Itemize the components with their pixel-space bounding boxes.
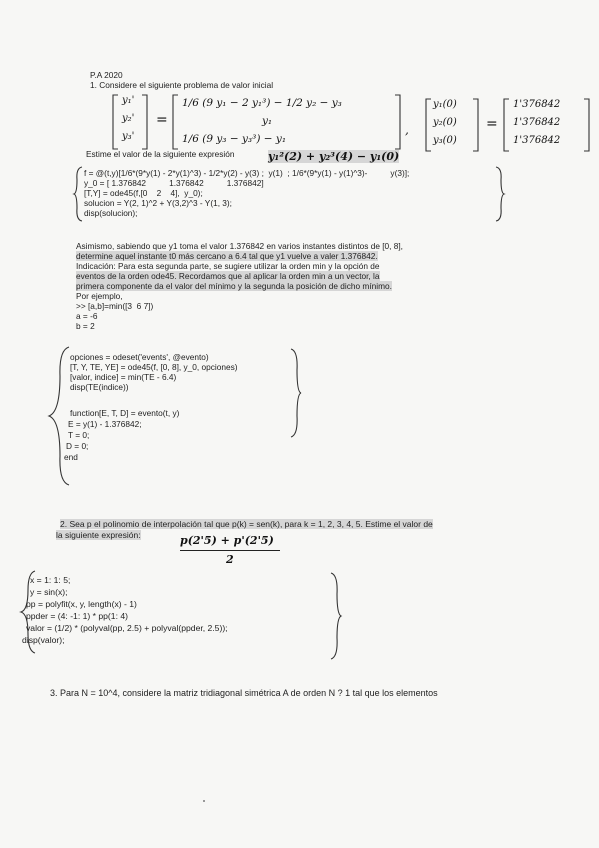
ic-lhs-2: y₂(0) — [433, 117, 457, 128]
para-line: eventos de la orden ode45. Recordamos que al aplicar la orden min a un vector, la — [76, 271, 380, 281]
code-line: disp(solucion); — [84, 208, 138, 218]
ic-lhs-1: y₁(0) — [433, 99, 457, 110]
ic-rhs-2: 1'376842 — [513, 117, 561, 128]
ic-rhs-3: 1'376842 — [513, 135, 561, 146]
code-line: solucion = Y(2, 1)^2 + Y(3,2)^3 - Y(1, 3); — [84, 198, 232, 208]
code-line: [T,Y] = ode45(f,[0 2 4], y_0); — [84, 188, 203, 198]
expression-handwritten: y₁²(2) + y₂³(4) − y₁(0) — [268, 150, 400, 163]
code-line: T = 0; — [68, 430, 90, 440]
problem2-text-line2: la siguiente expresión: — [56, 530, 141, 540]
ic-equals: = — [486, 116, 498, 132]
code-line: E = y(1) - 1.376842; — [68, 419, 142, 429]
exam-header: P.A 2020 — [90, 70, 123, 80]
problem2-text-line1: 2. Sea p el polinomio de interpolación tal que p(k) = sen(k), para k = 1, 2, 3, 4, 5. Estime el valor de — [60, 519, 433, 529]
comma: , — [405, 123, 409, 137]
expr-denominator: 2 — [226, 553, 234, 566]
code-line: x = 1: 1: 5; — [30, 575, 71, 585]
code-line: end — [64, 452, 78, 462]
code-line: y = sin(x); — [30, 587, 68, 597]
ode-rhs-1: 1/6 (9 y₁ − 2 y₁³) − 1/2 y₂ − y₃ — [182, 97, 342, 109]
code-line: disp(TE(indice)) — [70, 382, 129, 392]
code-line: valor = (1/2) * (polyval(pp, 2.5) + polyval(ppder, 2.5)); — [26, 623, 228, 633]
code1-left-brace — [73, 166, 83, 222]
problem1-intro: 1. Considere el siguiente problema de valor inicial — [90, 80, 274, 90]
code3-right-brace — [330, 572, 342, 660]
ode-lhs-1: y₁' — [122, 95, 135, 106]
problem2-expression — [180, 534, 290, 574]
ode-rhs-2: y₁ — [262, 115, 273, 127]
para-line: Asimismo, sabiendo que y1 toma el valor 1.376842 en varios instantes distintos de [0, 8], — [76, 241, 403, 251]
para-line: Indicación: Para esta segunda parte, se sugiere utilizar la orden min y la opción de — [76, 261, 380, 271]
code1-right-brace — [495, 166, 505, 222]
ic-rhs-1: 1'376842 — [513, 99, 561, 110]
ode-lhs-3: y₃' — [122, 131, 135, 142]
ic-lhs-3: y₃(0) — [433, 135, 457, 146]
initial-conditions — [405, 97, 595, 155]
code-line: opciones = odeset('events', @evento) — [70, 352, 209, 362]
estimate-label: Estime el valor de la siguiente expresión — [86, 149, 235, 159]
ode-rhs-3: 1/6 (9 y₃ − y₃³) − y₁ — [182, 133, 287, 145]
code-line: y_0 = [ 1.376842 1.376842 1.376842] — [84, 178, 264, 188]
code-line: disp(valor); — [22, 635, 65, 645]
para-line: determine aquel instante t0 más cercano a 6.4 tal que y1 vuelve a valer 1.376842. — [76, 251, 378, 261]
code-line: function[E, T, D] = evento(t, y) — [70, 408, 180, 418]
fraction-bar — [180, 550, 280, 551]
code-line: pp = polyfit(x, y, length(x) - 1) — [26, 599, 137, 609]
page-speck — [203, 800, 205, 802]
code-line: ppder = (4: -1: 1) * pp(1: 4) — [26, 611, 128, 621]
code-line: D = 0; — [66, 441, 89, 451]
para-line: Por ejemplo, — [76, 291, 123, 301]
code2-right-brace — [290, 348, 302, 438]
problem3-text: 3. Para N = 10^4, considere la matriz tridiagonal simétrica A de orden N ? 1 tal que los elementos — [50, 688, 438, 698]
ode-lhs-2: y₂' — [122, 113, 135, 124]
para-line: b = 2 — [76, 321, 95, 331]
para-line: >> [a,b]=min([3 6 7]) — [76, 301, 154, 311]
expr-numerator: p(2'5) + p'(2'5) — [180, 534, 274, 547]
equals-sign: = — [156, 112, 168, 128]
code-line: [T, Y, TE, YE] = ode45(f, [0, 8], y_0, opciones) — [70, 362, 238, 372]
para-line: primera componente da el valor del mínimo y la segunda la posición de dicho mínimo. — [76, 281, 392, 291]
ode-system — [112, 93, 412, 153]
code-line: f = @(t,y)[1/6*(9*y(1) - 2*y(1)^3) - 1/2*y(2) - y(3) ; y(1) ; 1/6*(9*y(1) - y(1)^3)- y(3)]; — [84, 168, 410, 178]
para-line: a = -6 — [76, 311, 98, 321]
code-line: [valor, indice] = min(TE - 6.4) — [70, 372, 177, 382]
code2-left-brace — [46, 346, 70, 486]
